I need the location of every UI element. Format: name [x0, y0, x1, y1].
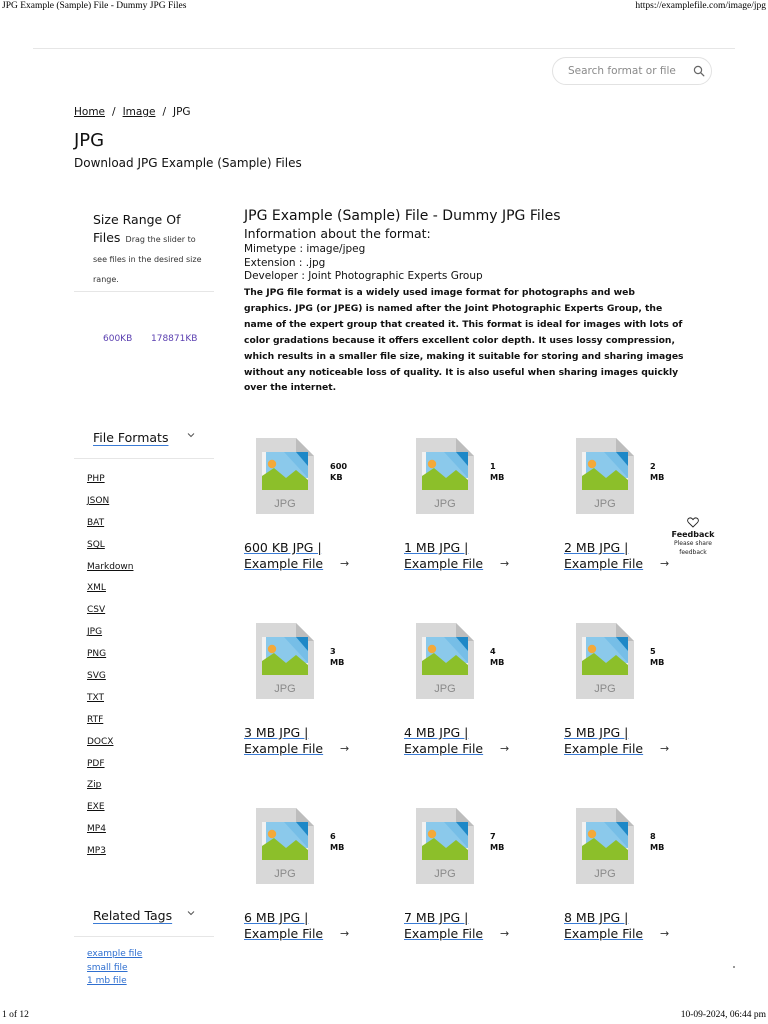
file-icon-label: JPG — [274, 683, 296, 695]
page-subtitle: Download JPG Example (Sample) Files — [74, 156, 302, 170]
range-min-value[interactable]: 600KB — [103, 334, 133, 344]
related-tag-list — [87, 949, 142, 990]
breadcrumb-current: JPG — [173, 106, 191, 118]
print-timestamp: 10-09-2024, 06:44 pm — [680, 1010, 766, 1020]
mimetype: Mimetype : image/jpeg — [244, 243, 366, 255]
decorative-dot — [733, 966, 735, 968]
related-tags-heading[interactable]: Related Tags — [93, 908, 173, 923]
file-size-badge — [650, 831, 664, 853]
file-size-value: 600 — [330, 461, 348, 471]
file-size-unit: KB — [330, 472, 343, 482]
file-size-badge — [330, 461, 347, 483]
file-size-value: 4 — [490, 646, 496, 656]
file-download-link[interactable]: 1 MB JPG | Example File — [404, 540, 484, 571]
file-size-badge — [490, 831, 504, 853]
arrow-right-icon[interactable]: → — [340, 742, 350, 755]
file-icon-label: JPG — [434, 683, 456, 695]
format-list-item — [87, 824, 133, 846]
feedback-subtitle: Please share feedback — [673, 540, 712, 556]
format-link[interactable]: SVG — [87, 671, 106, 682]
file-size-unit: MB — [650, 657, 665, 667]
file-download-link[interactable]: 7 MB JPG | Example File — [404, 910, 484, 941]
file-size-badge — [650, 461, 664, 483]
arrow-right-icon[interactable]: → — [340, 927, 350, 940]
file-icon-label: JPG — [594, 683, 616, 695]
format-list-item — [87, 649, 133, 671]
jpg-file-icon[interactable] — [416, 808, 474, 884]
sidebar-divider — [74, 291, 214, 292]
tag-list-item — [87, 976, 142, 990]
feedback-button[interactable] — [670, 517, 716, 557]
tag-list-item — [87, 963, 142, 977]
file-icon-label: JPG — [594, 498, 616, 510]
extension: Extension : .jpg — [244, 257, 326, 269]
tag-list-item — [87, 949, 142, 963]
jpg-file-icon[interactable] — [576, 808, 634, 884]
file-size-badge — [330, 646, 344, 668]
format-list-item — [87, 671, 133, 693]
file-icon-label: JPG — [434, 868, 456, 880]
breadcrumb-home[interactable]: Home — [74, 106, 106, 118]
breadcrumb — [74, 106, 191, 118]
format-list-item — [87, 737, 133, 759]
file-icon-label: JPG — [434, 498, 456, 510]
jpg-file-icon[interactable] — [256, 623, 314, 699]
sidebar-divider — [74, 458, 214, 459]
format-list-item — [87, 802, 133, 824]
print-url: https://examplefile.com/image/jpg — [635, 1, 766, 11]
format-list-item — [87, 759, 133, 781]
format-link[interactable]: BAT — [87, 517, 105, 528]
chevron-down-icon[interactable] — [187, 909, 195, 917]
file-size-unit: MB — [650, 842, 665, 852]
page-title: JPG — [74, 130, 105, 151]
file-card — [404, 438, 534, 598]
format-list-item — [87, 780, 133, 802]
file-size-unit: MB — [490, 842, 505, 852]
jpg-file-icon[interactable] — [416, 438, 474, 514]
tag-link[interactable]: example file — [87, 949, 143, 959]
format-link[interactable]: PNG — [87, 649, 107, 660]
format-list-item — [87, 693, 133, 715]
file-size-value: 5 — [650, 646, 656, 656]
file-download-link[interactable]: 6 MB JPG | Example File — [244, 910, 324, 941]
format-link[interactable]: MP3 — [87, 846, 106, 857]
format-link[interactable]: PDF — [87, 758, 105, 769]
search-input[interactable] — [552, 57, 712, 85]
range-max-value[interactable]: 178871KB — [151, 334, 198, 344]
jpg-file-icon[interactable] — [416, 623, 474, 699]
format-list-item — [87, 518, 133, 540]
developer: Developer : Joint Photographic Experts Group — [244, 270, 483, 282]
heart-icon — [687, 517, 699, 528]
jpg-file-icon[interactable] — [576, 438, 634, 514]
chevron-down-icon[interactable] — [187, 431, 195, 439]
file-size-badge — [490, 461, 504, 483]
file-size-unit: MB — [330, 842, 345, 852]
main-title: JPG Example (Sample) File - Dummy JPG Files — [244, 208, 561, 224]
file-card — [244, 438, 374, 598]
print-header — [0, 0, 768, 14]
file-download-link[interactable]: 2 MB JPG | Example File — [564, 540, 644, 571]
file-icon-label: JPG — [274, 498, 296, 510]
file-size-unit: MB — [490, 657, 505, 667]
file-formats-heading[interactable]: File Formats — [93, 430, 169, 445]
arrow-right-icon[interactable]: → — [340, 557, 350, 570]
size-range-filter — [93, 210, 205, 288]
file-download-link[interactable]: 5 MB JPG | Example File — [564, 725, 644, 756]
print-footer — [0, 1008, 768, 1024]
tag-link[interactable]: small file — [87, 962, 128, 973]
file-icon-label: JPG — [274, 868, 296, 880]
file-size-badge — [330, 831, 344, 853]
jpg-file-icon[interactable] — [576, 623, 634, 699]
file-card — [404, 808, 534, 968]
file-size-unit: MB — [330, 657, 345, 667]
breadcrumb-separator: / — [162, 106, 166, 118]
print-page-counter: 1 of 12 — [2, 1010, 29, 1020]
format-link[interactable]: SQL — [87, 539, 105, 550]
file-download-link[interactable]: 600 KB JPG | Example File — [244, 540, 324, 571]
size-range-title: Size Range Of Files — [93, 212, 181, 245]
format-description: The JPG file format is a widely used image format for photographs and web graphics. JPG (or JPEG) is named after the Joint Photographic Experts Group, the name of the expert group that created it. This format is ideal for images with lots of color gradations because it offers excellent color depth. It uses lossy compression, which results in a smaller file size, making it suitable for storing and sharing images without any noticeable loss of quality. It is also useful when sharing images quickly over the internet. — [244, 287, 684, 394]
arrow-right-icon[interactable]: → — [660, 927, 670, 940]
file-size-value: 2 — [650, 461, 656, 471]
file-size-unit: MB — [650, 472, 665, 482]
format-link[interactable]: PHP — [87, 474, 105, 484]
format-list-item — [87, 583, 133, 605]
size-range-help: Drag the slider to see files in the desired size range. — [93, 235, 202, 284]
arrow-right-icon[interactable]: → — [660, 742, 670, 755]
file-card — [564, 623, 694, 783]
breadcrumb-image[interactable]: Image — [122, 106, 156, 118]
format-link[interactable]: DOCX — [87, 736, 114, 747]
file-icon-label: JPG — [594, 868, 616, 880]
format-link[interactable]: JSON — [87, 495, 110, 506]
file-card — [244, 623, 374, 783]
jpg-file-icon[interactable] — [256, 808, 314, 884]
file-size-unit: MB — [490, 472, 505, 482]
breadcrumb-separator: / — [112, 106, 116, 118]
file-size-value: 7 — [490, 831, 496, 841]
file-size-value: 3 — [330, 646, 336, 656]
format-link[interactable]: Zip — [87, 780, 102, 791]
file-format-list — [87, 474, 133, 868]
file-size-value: 1 — [490, 461, 496, 471]
format-list-item — [87, 627, 133, 649]
search-placeholder: Search format or file — [568, 65, 676, 77]
file-size-value: 8 — [650, 831, 656, 841]
print-page-title: JPG Example (Sample) File - Dummy JPG Files — [2, 1, 187, 11]
arrow-right-icon[interactable]: → — [660, 557, 670, 570]
format-list-item — [87, 715, 133, 737]
tag-link[interactable]: 1 mb file — [87, 976, 127, 986]
search-icon[interactable] — [693, 65, 705, 77]
format-link[interactable]: JPG — [87, 627, 103, 638]
format-list-item — [87, 562, 133, 584]
arrow-right-icon[interactable]: → — [500, 742, 510, 755]
format-link[interactable]: CSV — [87, 605, 106, 616]
format-link[interactable]: RTF — [87, 714, 104, 725]
jpg-file-icon[interactable] — [256, 438, 314, 514]
feedback-title: Feedback — [671, 530, 715, 539]
file-download-link[interactable]: 3 MB JPG | Example File — [244, 725, 324, 756]
file-card — [564, 808, 694, 968]
file-card — [404, 623, 534, 783]
arrow-right-icon[interactable]: → — [500, 927, 510, 940]
file-size-badge — [490, 646, 504, 668]
header-divider — [33, 48, 735, 49]
sidebar-divider — [74, 936, 214, 937]
file-card — [244, 808, 374, 968]
format-link[interactable]: Markdown — [87, 561, 134, 572]
format-list-item — [87, 496, 133, 518]
file-download-link[interactable]: 8 MB JPG | Example File — [564, 910, 644, 941]
format-list-item — [87, 540, 133, 562]
format-list-item — [87, 605, 133, 627]
file-download-link[interactable]: 4 MB JPG | Example File — [404, 725, 484, 756]
format-list-item — [87, 846, 133, 868]
format-link[interactable]: TXT — [87, 692, 105, 703]
format-list-item — [87, 474, 133, 496]
arrow-right-icon[interactable]: → — [500, 557, 510, 570]
file-size-value: 6 — [330, 831, 336, 841]
format-link[interactable]: EXE — [87, 802, 105, 813]
format-link[interactable]: XML — [87, 583, 106, 594]
format-link[interactable]: MP4 — [87, 824, 106, 835]
format-info-title: Information about the format: — [244, 226, 431, 241]
file-size-badge — [650, 646, 664, 668]
